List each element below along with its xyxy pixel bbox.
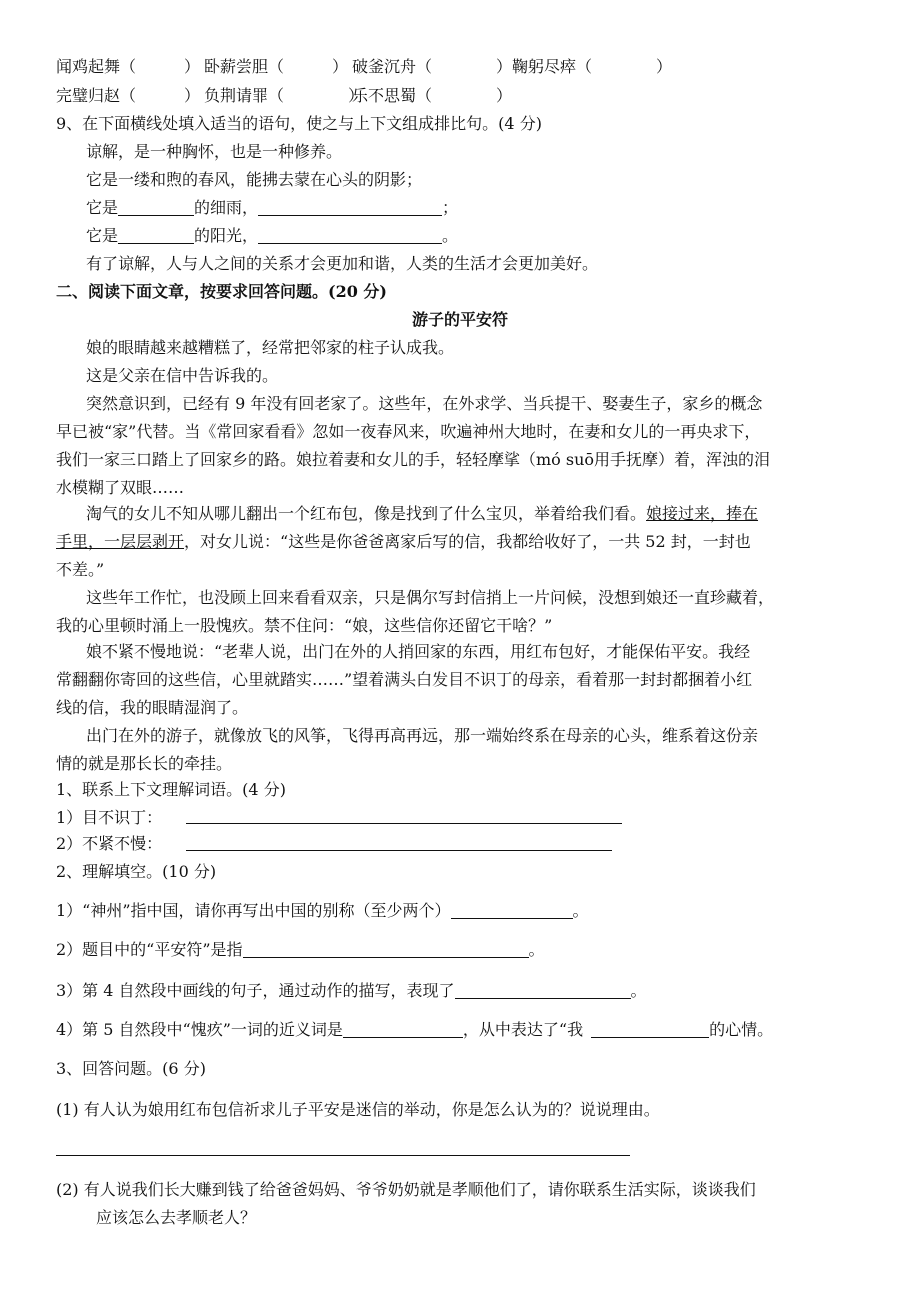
idioms-row-2 bbox=[56, 85, 512, 107]
article-paragraph: 娘的眼睛越来越糟糕了，经常把邻家的柱子认成我。 bbox=[86, 338, 455, 357]
q3-title: 3、回答问题。(6 分) bbox=[56, 1059, 206, 1078]
q1-item-label: 1）目不识丁： bbox=[56, 808, 163, 827]
q3-item-2: (2) 有人说我们长大赚到钱了给爸爸妈妈、爷爷奶奶就是孝顺他们了，请你联系生活实际，谈谈我们 bbox=[56, 1180, 756, 1199]
q9-line-3-text: ； bbox=[442, 198, 459, 217]
q2-item-text: ，从中表达了“我 bbox=[462, 1020, 584, 1039]
q2-item-2 bbox=[56, 939, 545, 961]
idiom-item: 完璧归赵（ ） bbox=[56, 86, 201, 105]
answer-blank[interactable] bbox=[451, 902, 573, 919]
q2-item-3 bbox=[56, 980, 647, 1002]
answer-blank[interactable] bbox=[258, 199, 442, 216]
q2-item-text: 。 bbox=[630, 981, 647, 1000]
q9-line-4-text: 。 bbox=[442, 226, 459, 245]
q2-item-text: 。 bbox=[572, 901, 589, 920]
idiom-item: 鞠躬尽瘁（ ） bbox=[512, 57, 673, 76]
q1-item-2 bbox=[56, 833, 162, 855]
idioms-row-1 bbox=[56, 56, 672, 78]
q9-line-5: 有了谅解，人与人之间的关系才会更加和谐，人类的生活才会更加美好。 bbox=[86, 254, 599, 273]
answer-line[interactable] bbox=[56, 1155, 630, 1156]
article-paragraph: 常翻翻你寄回的这些信，心里就踏实……”望着满头白发目不识丁的母亲，看着那一封封都捆着小红 bbox=[56, 670, 753, 689]
article-paragraph: 早已被“家”代替。当《常回家看看》忽如一夜春风来，吹遍神州大地时，在妻和女儿的一再央求下， bbox=[56, 422, 761, 441]
q9-line-4-text: 的阳光， bbox=[194, 226, 259, 245]
idiom-item: 卧薪尝胆（ ） bbox=[204, 57, 349, 76]
answer-blank[interactable] bbox=[343, 1021, 463, 1038]
q2-item-4 bbox=[56, 1019, 773, 1041]
article-title: 游子的平安符 bbox=[411, 310, 508, 329]
q9-line-4 bbox=[86, 225, 458, 247]
q9-line-1: 谅解，是一种胸怀，也是一种修养。 bbox=[86, 142, 343, 161]
article-paragraph: 这些年工作忙，也没顾上回来看看双亲，只是偶尔写封信捎上一片问候，没想到娘还一直珍藏着， bbox=[86, 588, 775, 607]
underlined-sentence: 手里，一层层剥开 bbox=[56, 532, 185, 551]
underlined-sentence: 娘接过来，捧在 bbox=[646, 504, 759, 523]
q2-item-text: 4）第 5 自然段中“愧疚”一词的近义词是 bbox=[56, 1020, 343, 1039]
paragraph-text: 淘气的女儿不知从哪儿翻出一个红布包，像是找到了什么宝贝，举着给我们看。 bbox=[86, 504, 647, 523]
q9-line-2: 它是一缕和煦的春风，能拂去蒙在心头的阴影； bbox=[86, 170, 423, 189]
idiom-item: 负荆请罪（ ） bbox=[204, 86, 365, 105]
article-paragraph: 这是父亲在信中告诉我的。 bbox=[86, 366, 279, 385]
article-paragraph: 水模糊了双眼…… bbox=[56, 478, 185, 497]
article-paragraph: 我的心里顿时涌上一股愧疚。禁不住问：“娘，这些信你还留它干啥？” bbox=[56, 616, 553, 635]
q1-item-label: 2）不紧不慢： bbox=[56, 834, 163, 853]
article-paragraph: 出门在外的游子，就像放飞的风筝，飞得再高再远，那一端始终系在母亲的心头，维系着这份亲 bbox=[86, 726, 759, 745]
idiom-item: 闻鸡起舞（ ） bbox=[56, 57, 201, 76]
answer-blank[interactable] bbox=[258, 227, 442, 244]
q1-title: 1、联系上下文理解词语。(4 分) bbox=[56, 780, 286, 799]
idiom-item: 乐不思蜀（ ） bbox=[352, 86, 513, 105]
answer-blank[interactable] bbox=[118, 227, 194, 244]
q1-item-1 bbox=[56, 807, 162, 829]
answer-line[interactable] bbox=[186, 850, 612, 851]
q9-title: 9、在下面横线处填入适当的语句，使之与上下文组成排比句。(4 分) bbox=[56, 114, 542, 133]
q2-title: 2、理解填空。(10 分) bbox=[56, 862, 217, 881]
section-heading: 二、阅读下面文章，按要求回答问题。(20 分) bbox=[56, 282, 387, 301]
q9-line-3-text: 它是 bbox=[86, 198, 119, 217]
q3-item-1: (1) 有人认为娘用红布包信祈求儿子平安是迷信的举动，你是怎么认为的？说说理由。 bbox=[56, 1100, 660, 1119]
article-paragraph: 线的信，我的眼睛湿润了。 bbox=[56, 698, 249, 717]
article-paragraph: 情的就是那长长的牵挂。 bbox=[56, 754, 233, 773]
q9-line-4-text: 它是 bbox=[86, 226, 119, 245]
q2-item-text: 。 bbox=[528, 940, 545, 959]
answer-blank[interactable] bbox=[455, 982, 631, 999]
answer-line[interactable] bbox=[186, 823, 622, 824]
q2-item-text: 1）“神州”指中国，请你再写出中国的别称（至少两个） bbox=[56, 901, 451, 920]
answer-blank[interactable] bbox=[118, 199, 194, 216]
paragraph-text: ，对女儿说：“这些是你爸爸离家后写的信，我都给收好了，一共 52 封，一封也 bbox=[184, 532, 751, 551]
answer-blank[interactable] bbox=[243, 941, 529, 958]
q9-line-3-text: 的细雨， bbox=[194, 198, 259, 217]
answer-blank[interactable] bbox=[591, 1021, 709, 1038]
article-paragraph: 突然意识到，已经有 9 年没有回老家了。这些年，在外求学、当兵提干、娶妻生子，家乡的概念 bbox=[86, 394, 763, 413]
article-paragraph: 娘不紧不慢地说：“老辈人说，出门在外的人捎回家的东西，用红布包好，才能保佑平安。我经 bbox=[86, 642, 751, 661]
q2-item-text: 3）第 4 自然段中画线的句子，通过动作的描写，表现了 bbox=[56, 981, 455, 1000]
article-paragraph bbox=[86, 503, 758, 525]
article-paragraph bbox=[56, 531, 751, 553]
q2-item-1 bbox=[56, 900, 589, 922]
article-paragraph: 不差。” bbox=[56, 560, 105, 579]
q2-item-text: 的心情。 bbox=[709, 1020, 774, 1039]
article-paragraph: 我们一家三口踏上了回家乡的路。娘拉着妻和女儿的手，轻轻摩挲（mó suō用手抚摩）着，浑浊的泪 bbox=[56, 450, 771, 469]
idiom-item: 破釜沉舟（ ） bbox=[352, 57, 513, 76]
q3-item-2-cont: 应该怎么去孝顺老人？ bbox=[96, 1208, 257, 1227]
q9-line-3 bbox=[86, 197, 458, 219]
q2-item-text: 2）题目中的“平安符”是指 bbox=[56, 940, 243, 959]
